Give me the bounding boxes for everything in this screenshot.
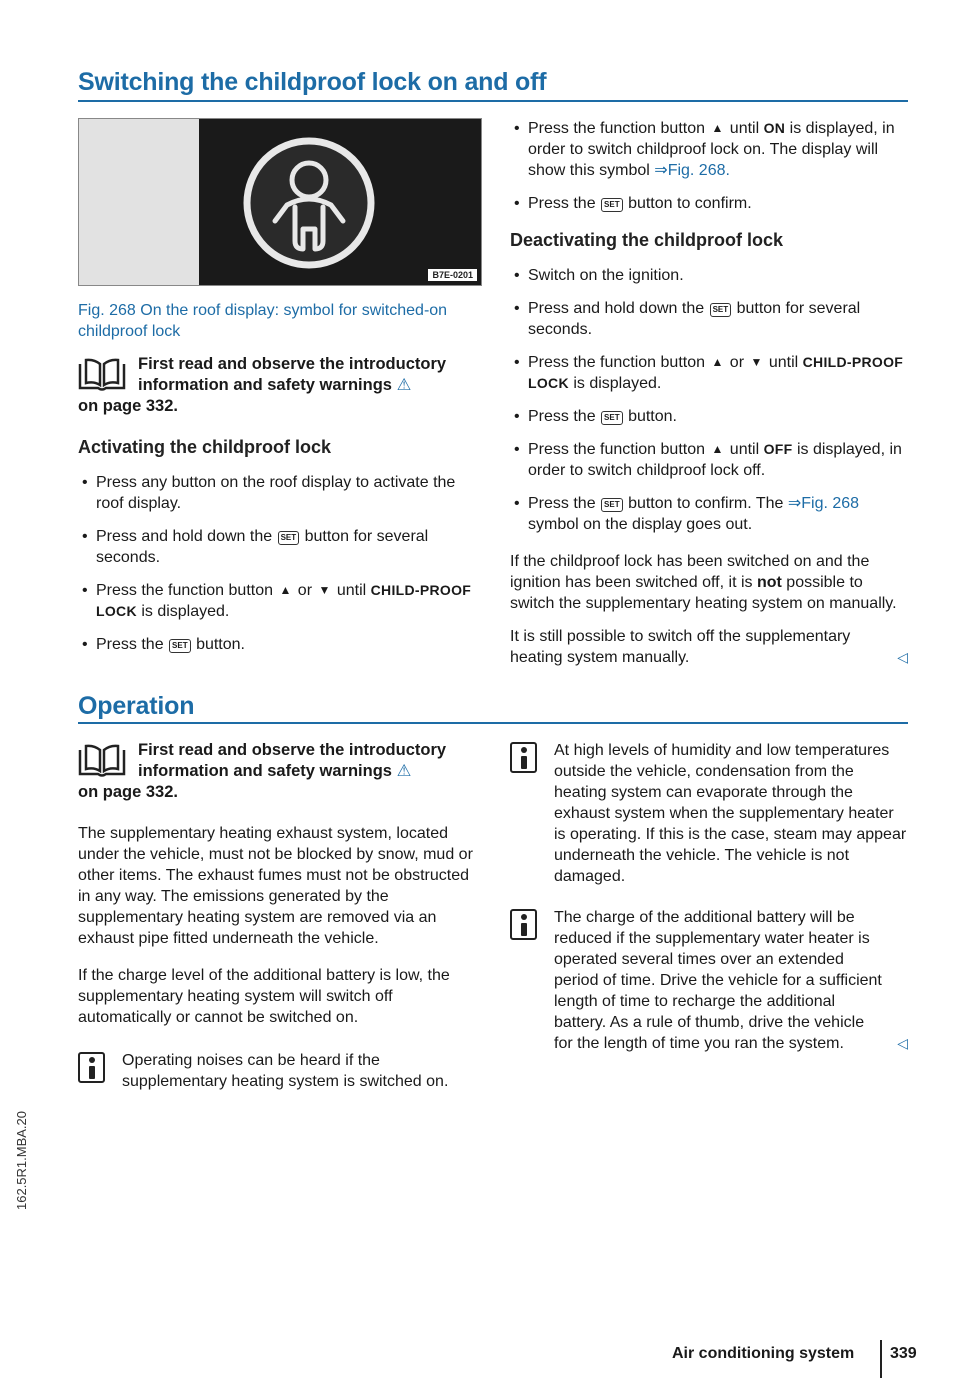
paragraph-text: If the childproof lock has been switched on and the ignition has been switched off, it is — [510, 553, 870, 591]
list-item-text: Press the — [96, 636, 164, 653]
display-code: CHILD-PROOF LOCK — [528, 354, 904, 391]
list-item-text: Press and hold down the — [528, 300, 705, 317]
heading-activating: Activating the childproof lock — [78, 437, 332, 457]
figure-caption-text: On the roof display: symbol for switched-on childproof lock — [78, 302, 448, 340]
info-note — [510, 907, 908, 1054]
list-item-text: symbol on the display goes out. — [528, 516, 753, 533]
paragraph-text: It is still possible to switch off the supplementary heating system manually. — [510, 628, 851, 666]
display-code: OFF — [763, 441, 793, 457]
list-item-text: Press the — [528, 408, 596, 425]
info-note — [510, 740, 908, 887]
list-item-text: Press and hold down the — [96, 528, 273, 545]
list-item — [78, 634, 482, 655]
up-arrow-icon: ▲ — [711, 121, 724, 135]
note-text: Operating noises can be heard if the supplementary heating system is switched on. — [122, 1052, 449, 1090]
list-item-text: Press the — [528, 195, 596, 212]
list-item — [510, 406, 908, 427]
list-item-text: button for several seconds. — [528, 300, 861, 338]
list-item-text: button to confirm. — [628, 195, 752, 212]
paragraph-emphasis: not — [756, 574, 782, 591]
read-first-text: First read and observe the introductory information and safety warnings — [138, 741, 447, 780]
list-item-text: button to confirm. The — [628, 495, 784, 512]
right-column-bottom — [510, 740, 908, 1070]
list-item-text: or — [297, 582, 313, 599]
figure-caption — [78, 300, 482, 342]
footer-divider — [880, 1340, 882, 1378]
figure-reference-link[interactable]: ⇒Fig. 268 — [787, 495, 860, 512]
list-item — [510, 118, 908, 181]
down-arrow-icon: ▼ — [750, 355, 763, 369]
read-first-suffix: on page 332. — [78, 397, 178, 415]
paragraph — [510, 626, 908, 668]
right-column-top — [510, 118, 908, 680]
down-arrow-icon: ▼ — [318, 583, 331, 597]
list-item-text: is displayed. — [573, 375, 662, 392]
figure-268 — [78, 118, 482, 286]
footer-chapter: Air conditioning system — [672, 1345, 855, 1362]
list-item-text: button. — [628, 408, 677, 425]
figure-reference-link[interactable]: ⇒Fig. 268. — [654, 162, 730, 179]
read-first-notice — [78, 354, 482, 417]
info-icon — [510, 742, 537, 773]
note-text: The charge of the additional battery will be reduced if the supplementary water heater is operated several times over an extended period of time. Drive the vehicle for a sufficient length of time to recharge the additional battery. As a rule of thumb, drive the vehicle for the length of time you ran the system. — [554, 909, 882, 1052]
paragraph-text: If the charge level of the additional battery is low, the supplementary heating system will switch off automatically or cannot be switched on. — [78, 967, 450, 1026]
list-item — [510, 298, 908, 340]
set-key-icon: SET — [601, 198, 623, 212]
list-item-text: Press the function button — [528, 354, 705, 371]
list-item — [78, 472, 482, 514]
set-key-icon: SET — [710, 303, 732, 317]
child-in-circle-icon — [239, 133, 379, 273]
section-rule — [78, 722, 908, 724]
list-item-text: until — [768, 354, 799, 371]
read-first-text: First read and observe the introductory information and safety warnings — [138, 355, 447, 394]
set-key-icon: SET — [601, 498, 623, 512]
list-item-text: button for several seconds. — [96, 528, 429, 566]
warning-icon: ⚠ — [396, 376, 412, 394]
section-title-childproof: Switching the childproof lock on and off — [78, 68, 547, 96]
display-code: CHILD-PROOF LOCK — [96, 582, 472, 619]
list-item — [510, 352, 908, 394]
figure-background — [79, 119, 199, 286]
list-item — [510, 193, 908, 214]
book-icon — [78, 356, 126, 392]
set-key-icon: SET — [169, 639, 191, 653]
list-item — [78, 580, 482, 622]
paragraph-text: possible to switch the supplementary heating system on manually. — [510, 574, 897, 612]
up-arrow-icon: ▲ — [711, 442, 724, 456]
list-item-text: Press the function button — [528, 120, 705, 137]
set-key-icon: SET — [278, 531, 300, 545]
section-end-icon: ◁ — [897, 1035, 908, 1051]
list-item-text: button. — [196, 636, 245, 653]
up-arrow-icon: ▲ — [279, 583, 292, 597]
figure-code: B7E-0201 — [428, 269, 477, 281]
list-item — [78, 526, 482, 568]
list-item-text: until — [336, 582, 367, 599]
section-end-icon: ◁ — [897, 649, 908, 665]
section-title-operation: Operation — [78, 692, 195, 720]
list-item-text: Press the function button — [528, 441, 705, 458]
info-note — [78, 1050, 482, 1092]
list-item-text: Press the function button — [96, 582, 273, 599]
paragraph-text: The supplementary heating exhaust system, located under the vehicle, must not be blocked by snow, mud or other items. The exhaust fumes must not be obstructed in any way. The emissions generated by the supplementary heating system are removed via an exhaust pipe fitted underneath the vehicle. — [78, 825, 473, 947]
list-item-text: until — [729, 441, 760, 458]
display-code: ON — [763, 120, 786, 136]
book-icon — [78, 742, 126, 778]
paragraph — [510, 551, 908, 614]
read-first-notice — [78, 740, 482, 803]
document-code: 162.5R1.MBA.20 — [14, 1110, 29, 1210]
heading-deactivating: Deactivating the childproof lock — [510, 230, 784, 250]
list-item-text: or — [729, 354, 745, 371]
info-icon — [78, 1052, 105, 1083]
warning-icon: ⚠ — [396, 762, 412, 780]
info-icon — [510, 909, 537, 940]
list-item — [510, 265, 908, 286]
up-arrow-icon: ▲ — [711, 355, 724, 369]
list-item-text: Switch on the ignition. — [528, 267, 684, 284]
list-item-text: is displayed, in order to switch childproof lock off. — [528, 441, 902, 479]
figure-number: Fig. 268 — [78, 302, 136, 319]
paragraph — [78, 823, 482, 949]
left-column-bottom — [78, 740, 482, 1108]
list-item — [510, 493, 908, 535]
list-item-text: Press any button on the roof display to activate the roof display. — [96, 474, 456, 512]
note-text: At high levels of humidity and low temperatures outside the vehicle, condensation from the heating system can evaporate through the exhaust system when the supplementary heater is operating. If this is the case, steam may appear underneath the vehicle. The vehicle is not damaged. — [554, 742, 907, 885]
list-item-text: is displayed, in order to switch childproof lock on. The display will show this symbol — [528, 120, 895, 179]
page-number: 339 — [890, 1345, 917, 1362]
list-item — [510, 439, 908, 481]
section-rule — [78, 100, 908, 102]
paragraph — [78, 965, 482, 1028]
list-item-text: is displayed. — [141, 603, 230, 620]
list-item-text: until — [729, 120, 760, 137]
read-first-suffix: on page 332. — [78, 783, 178, 801]
left-column-top — [78, 300, 482, 667]
set-key-icon: SET — [601, 411, 623, 425]
list-item-text: Press the — [528, 495, 596, 512]
